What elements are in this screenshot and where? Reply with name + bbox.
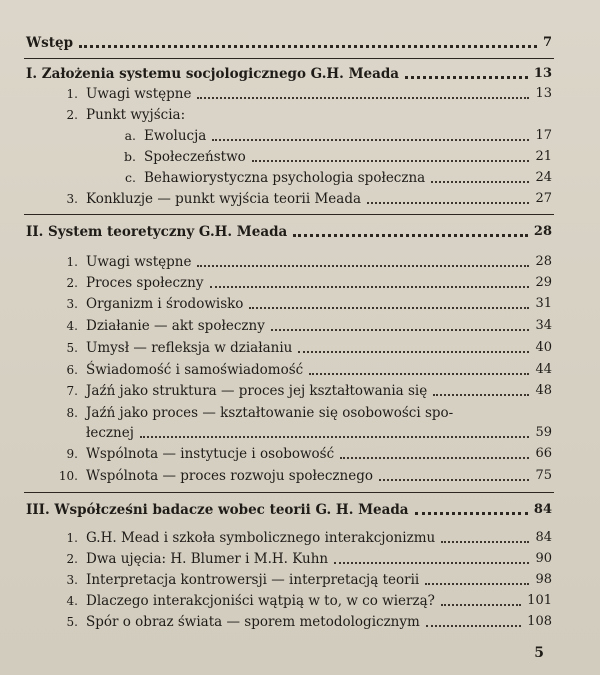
item-page: 27 bbox=[535, 191, 552, 206]
toc-chapter-2 bbox=[26, 224, 552, 240]
dot-leader bbox=[367, 201, 529, 204]
item-title: Konkluzje — punkt wyjścia teorii Meada bbox=[86, 191, 362, 207]
item-title: G.H. Mead i szkoła symbolicznego interakcjonizmu bbox=[86, 530, 436, 546]
dot-leader bbox=[197, 264, 529, 267]
dot-leader bbox=[197, 96, 529, 99]
dot-leader bbox=[271, 328, 530, 331]
subitem-title: Behawiorystyczna psychologia społeczna bbox=[144, 170, 426, 186]
chapter-page: 13 bbox=[533, 66, 552, 81]
toc-subitem bbox=[120, 128, 552, 144]
item-page: 90 bbox=[535, 551, 552, 566]
dot-leader bbox=[431, 180, 529, 183]
item-title: Spór o obraz świata — sporem metodologicznym bbox=[86, 614, 420, 630]
item-page: 44 bbox=[535, 362, 552, 377]
item-number: 3. bbox=[66, 297, 78, 311]
item-number: 1. bbox=[66, 531, 78, 545]
toc-item bbox=[56, 446, 552, 462]
dot-leader bbox=[441, 603, 521, 606]
dot-leader bbox=[252, 159, 530, 162]
item-title: Punkt wyjścia: bbox=[86, 107, 186, 123]
toc-chapter-3 bbox=[26, 502, 552, 518]
item-title: Uwagi wstępne bbox=[86, 254, 192, 270]
dot-leader bbox=[249, 306, 529, 309]
item-page: 34 bbox=[535, 318, 552, 333]
item-page: 28 bbox=[535, 254, 552, 269]
section-divider bbox=[24, 58, 554, 59]
item-number: 9. bbox=[66, 447, 78, 461]
toc-chapter-1 bbox=[26, 66, 552, 82]
subitem-page: 21 bbox=[535, 149, 552, 164]
dot-leader bbox=[379, 478, 529, 481]
dot-leader bbox=[425, 582, 529, 585]
item-title: Jaźń jako struktura — proces jej kształtowania się bbox=[86, 383, 428, 399]
item-title: Świadomość i samoświadomość bbox=[86, 362, 304, 378]
toc-item bbox=[56, 191, 552, 207]
dot-leader bbox=[441, 540, 529, 543]
item-number: 5. bbox=[66, 615, 78, 629]
toc-item bbox=[56, 362, 552, 378]
item-number: 2. bbox=[66, 552, 78, 566]
toc-item bbox=[56, 86, 552, 102]
item-number: 3. bbox=[66, 573, 78, 587]
item-page: 48 bbox=[535, 383, 552, 398]
dot-leader bbox=[140, 435, 530, 438]
item-number: 4. bbox=[66, 319, 78, 333]
toc-item bbox=[56, 551, 552, 567]
item-page: 66 bbox=[535, 446, 552, 461]
toc-item bbox=[56, 107, 552, 123]
item-page: 108 bbox=[527, 614, 552, 629]
toc-item bbox=[56, 593, 552, 609]
toc-item bbox=[56, 275, 552, 291]
item-page: 101 bbox=[527, 593, 552, 608]
item-title-continued: łecznej bbox=[86, 425, 134, 441]
section-divider bbox=[24, 214, 554, 215]
item-number: 2. bbox=[66, 108, 78, 122]
item-title: Działanie — akt społeczny bbox=[86, 318, 265, 334]
subitem-page: 17 bbox=[535, 128, 552, 143]
toc-item-continuation bbox=[86, 425, 552, 441]
dot-leader bbox=[79, 44, 537, 48]
item-title: Wspólnota — proces rozwoju społecznego bbox=[86, 468, 374, 484]
item-number: 7. bbox=[66, 384, 78, 398]
subitem-title: Społeczeństwo bbox=[144, 149, 246, 165]
item-title: Uwagi wstępne bbox=[86, 86, 192, 102]
dot-leader bbox=[212, 138, 529, 141]
toc-entry-intro bbox=[26, 35, 552, 51]
toc-item bbox=[56, 340, 552, 356]
toc-item bbox=[56, 468, 552, 484]
subitem-letter: a. bbox=[124, 128, 136, 143]
toc-entry-page: 7 bbox=[542, 35, 552, 50]
item-number: 2. bbox=[66, 276, 78, 290]
section-divider bbox=[24, 492, 554, 493]
item-page: 98 bbox=[535, 572, 552, 587]
toc-item bbox=[56, 405, 552, 421]
item-number: 6. bbox=[66, 363, 78, 377]
item-title: Wspólnota — instytucje i osobowość bbox=[86, 446, 335, 462]
dot-leader bbox=[426, 624, 521, 627]
dot-leader bbox=[340, 456, 529, 459]
item-title: Dwa ujęcia: H. Blumer i M.H. Kuhn bbox=[86, 551, 329, 567]
subitem-letter: b. bbox=[124, 149, 136, 164]
subitem-title: Ewolucja bbox=[144, 128, 207, 144]
item-number: 8. bbox=[66, 406, 78, 420]
subitem-page: 24 bbox=[535, 170, 552, 185]
chapter-page: 84 bbox=[533, 502, 552, 517]
toc-subitem bbox=[120, 149, 552, 165]
item-number: 5. bbox=[66, 341, 78, 355]
item-page: 75 bbox=[535, 468, 552, 483]
toc-item bbox=[56, 318, 552, 334]
dot-leader bbox=[334, 561, 529, 564]
item-page: 31 bbox=[535, 296, 552, 311]
dot-leader bbox=[433, 393, 529, 396]
toc-item bbox=[56, 254, 552, 270]
item-number: 4. bbox=[66, 594, 78, 608]
dot-leader bbox=[309, 372, 529, 375]
dot-leader bbox=[210, 285, 530, 288]
item-page: 29 bbox=[535, 275, 552, 290]
item-page: 40 bbox=[535, 340, 552, 355]
item-title: Umysł — refleksja w działaniu bbox=[86, 340, 293, 356]
item-number: 1. bbox=[66, 255, 78, 269]
item-title: Dlaczego interakcjoniści wątpią w to, w co wierzą? bbox=[86, 593, 435, 609]
toc-subitem bbox=[120, 170, 552, 186]
toc-item bbox=[56, 614, 552, 630]
toc-item bbox=[56, 530, 552, 546]
chapter-page: 28 bbox=[533, 224, 552, 239]
item-title: Interpretacja kontrowersji — interpretacją teorii bbox=[86, 572, 420, 588]
item-page: 59 bbox=[535, 425, 552, 440]
dot-leader bbox=[415, 511, 528, 515]
chapter-title: I. Założenia systemu socjologicznego G.H. Meada bbox=[26, 66, 400, 82]
dot-leader bbox=[293, 233, 528, 237]
page-number: 5 bbox=[534, 645, 544, 661]
item-number: 3. bbox=[66, 192, 78, 206]
subitem-letter: c. bbox=[125, 170, 136, 185]
toc-item bbox=[56, 572, 552, 588]
item-number: 1. bbox=[66, 87, 78, 101]
item-title: Organizm i środowisko bbox=[86, 296, 244, 312]
toc-item bbox=[56, 296, 552, 312]
dot-leader bbox=[405, 75, 528, 79]
dot-leader bbox=[298, 350, 529, 353]
item-page: 13 bbox=[535, 86, 552, 101]
item-title: Proces społeczny bbox=[86, 275, 204, 291]
toc-item bbox=[56, 383, 552, 399]
item-title: Jaźń jako proces — kształtowanie się osobowości spo- bbox=[86, 405, 454, 421]
item-number: 10. bbox=[58, 469, 78, 483]
chapter-title: II. System teoretyczny G.H. Meada bbox=[26, 224, 288, 240]
chapter-title: III. Współcześni badacze wobec teorii G. H. Meada bbox=[26, 502, 409, 518]
item-page: 84 bbox=[535, 530, 552, 545]
toc-entry-title: Wstęp bbox=[26, 35, 74, 51]
